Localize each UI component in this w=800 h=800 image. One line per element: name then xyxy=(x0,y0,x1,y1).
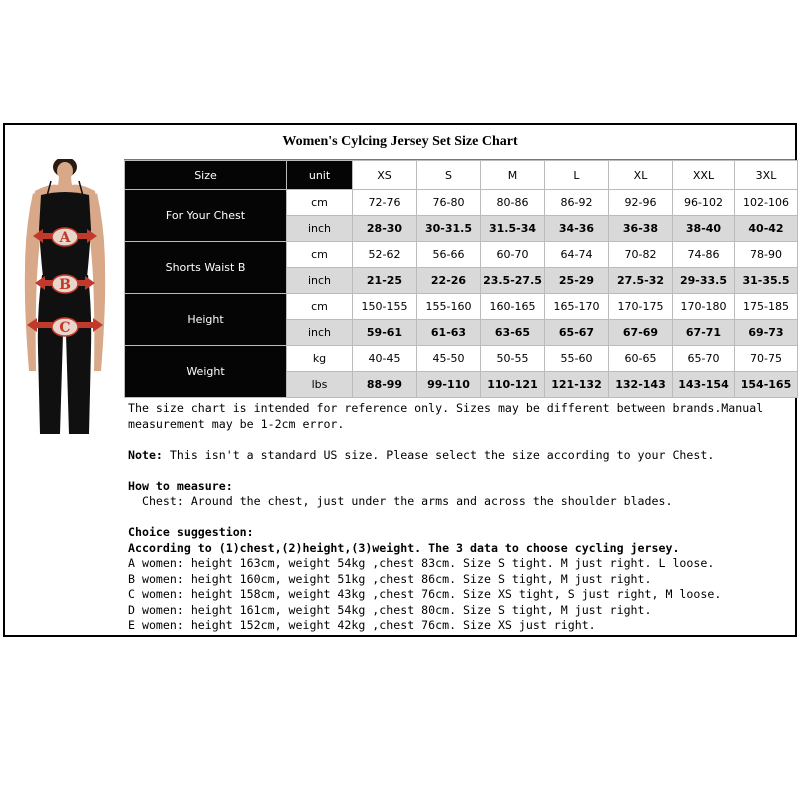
table-cell: 45-50 xyxy=(417,346,481,372)
chart-title: Women's Cylcing Jersey Set Size Chart xyxy=(5,125,795,160)
example-line: A women: height 163cm, weight 54kg ,chest 83cm. Size S tight. M just right. L loose. xyxy=(128,556,715,570)
unit-cell: inch xyxy=(287,216,353,242)
table-cell: 78-90 xyxy=(735,242,798,268)
size-col-header: M xyxy=(481,161,545,190)
table-cell: 59-61 xyxy=(353,320,417,346)
table-cell: 110-121 xyxy=(481,372,545,398)
table-cell: 31.5-34 xyxy=(481,216,545,242)
note-line xyxy=(128,448,797,464)
table-cell: 155-160 xyxy=(417,294,481,320)
table-row xyxy=(125,190,798,216)
example-line: C women: height 158cm, weight 43kg ,chest 76cm. Size XS tight, S just right, M loose. xyxy=(128,587,722,601)
table-cell: 70-75 xyxy=(735,346,798,372)
unit-cell: cm xyxy=(287,242,353,268)
table-cell: 60-65 xyxy=(609,346,673,372)
size-col-header: S xyxy=(417,161,481,190)
table-cell: 40-42 xyxy=(735,216,798,242)
table-cell: 21-25 xyxy=(353,268,417,294)
table-cell: 96-102 xyxy=(673,190,735,216)
table-cell: 27.5-32 xyxy=(609,268,673,294)
table-header-row xyxy=(125,161,798,190)
label-b: B xyxy=(59,277,71,293)
chest-label: For Your Chest xyxy=(125,190,287,242)
size-col-header: L xyxy=(545,161,609,190)
table-cell: 60-70 xyxy=(481,242,545,268)
choice-heading: Choice suggestion: xyxy=(128,525,254,539)
size-chart-frame xyxy=(3,123,797,637)
table-cell: 86-92 xyxy=(545,190,609,216)
table-cell: 63-65 xyxy=(481,320,545,346)
table-cell: 67-71 xyxy=(673,320,735,346)
unit-cell: inch xyxy=(287,268,353,294)
disclaimer-text: The size chart is intended for reference only. Sizes may be different between brands.Manual measurement may be 1-2cm error. xyxy=(128,401,771,431)
table-cell: 121-132 xyxy=(545,372,609,398)
size-col-header: XXL xyxy=(673,161,735,190)
example-line: D women: height 161cm, weight 54kg ,chest 80cm. Size S tight, M just right. xyxy=(128,602,652,617)
size-col-header: XS xyxy=(353,161,417,190)
table-cell: 69-73 xyxy=(735,320,798,346)
table-cell: 165-170 xyxy=(545,294,609,320)
table-row xyxy=(125,346,798,372)
table-cell: 67-69 xyxy=(609,320,673,346)
how-to-measure-heading: How to measure: xyxy=(128,478,233,493)
unit-cell: cm xyxy=(287,294,353,320)
how-to-measure-text: Chest: Around the chest, just under the arms and across the shoulder blades. xyxy=(128,494,673,508)
table-cell: 150-155 xyxy=(353,294,417,320)
label-a: A xyxy=(59,230,71,246)
table-cell: 65-67 xyxy=(545,320,609,346)
table-cell: 143-154 xyxy=(673,372,735,398)
table-cell: 170-180 xyxy=(673,294,735,320)
table-row xyxy=(125,294,798,320)
example-line: B women: height 160cm, weight 51kg ,chest 86cm. Size S tight, M just right. xyxy=(128,571,652,586)
table-cell: 92-96 xyxy=(609,190,673,216)
table-cell: 175-185 xyxy=(735,294,798,320)
table-cell: 50-55 xyxy=(481,346,545,372)
table-cell: 70-82 xyxy=(609,242,673,268)
unit-header: unit xyxy=(287,161,353,190)
unit-cell: inch xyxy=(287,320,353,346)
table-cell: 29-33.5 xyxy=(673,268,735,294)
table-cell: 80-86 xyxy=(481,190,545,216)
size-col-header: 3XL xyxy=(735,161,798,190)
table-cell: 170-175 xyxy=(609,294,673,320)
example-line: E women: height 152cm, weight 42kg ,chest 76cm. Size XS just right. xyxy=(128,618,596,632)
table-cell: 154-165 xyxy=(735,372,798,398)
table-cell: 34-36 xyxy=(545,216,609,242)
table-cell: 55-60 xyxy=(545,346,609,372)
table-cell: 22-26 xyxy=(417,268,481,294)
notes-section xyxy=(124,401,797,634)
label-c: C xyxy=(59,320,71,336)
table-cell: 132-143 xyxy=(609,372,673,398)
waist-label: Shorts Waist B xyxy=(125,242,287,294)
unit-cell: lbs xyxy=(287,372,353,398)
table-cell: 31-35.5 xyxy=(735,268,798,294)
table-cell: 61-63 xyxy=(417,320,481,346)
unit-cell: cm xyxy=(287,190,353,216)
size-col-header: XL xyxy=(609,161,673,190)
model-illustration xyxy=(5,159,124,434)
table-cell: 23.5-27.5 xyxy=(481,268,545,294)
table-cell: 40-45 xyxy=(353,346,417,372)
table-cell: 88-99 xyxy=(353,372,417,398)
note-label: Note: xyxy=(128,447,163,462)
table-cell: 160-165 xyxy=(481,294,545,320)
table-cell: 25-29 xyxy=(545,268,609,294)
table-cell: 28-30 xyxy=(353,216,417,242)
table-cell: 76-80 xyxy=(417,190,481,216)
height-label: Height xyxy=(125,294,287,346)
table-cell: 56-66 xyxy=(417,242,481,268)
size-header: Size xyxy=(125,161,287,190)
size-table xyxy=(124,160,798,398)
table-row xyxy=(125,242,798,268)
table-cell: 38-40 xyxy=(673,216,735,242)
table-cell: 74-86 xyxy=(673,242,735,268)
note-text: This isn't a standard US size. Please select the size according to your Chest. xyxy=(162,447,715,462)
table-cell: 30-31.5 xyxy=(417,216,481,242)
table-cell: 52-62 xyxy=(353,242,417,268)
table-cell: 102-106 xyxy=(735,190,798,216)
table-cell: 65-70 xyxy=(673,346,735,372)
table-cell: 72-76 xyxy=(353,190,417,216)
table-cell: 99-110 xyxy=(417,372,481,398)
table-cell: 36-38 xyxy=(609,216,673,242)
table-cell: 64-74 xyxy=(545,242,609,268)
choice-subheading: According to (1)chest,(2)height,(3)weight. The 3 data to choose cycling jersey. xyxy=(128,540,680,555)
weight-label: Weight xyxy=(125,346,287,398)
unit-cell: kg xyxy=(287,346,353,372)
model-figure xyxy=(5,159,124,434)
